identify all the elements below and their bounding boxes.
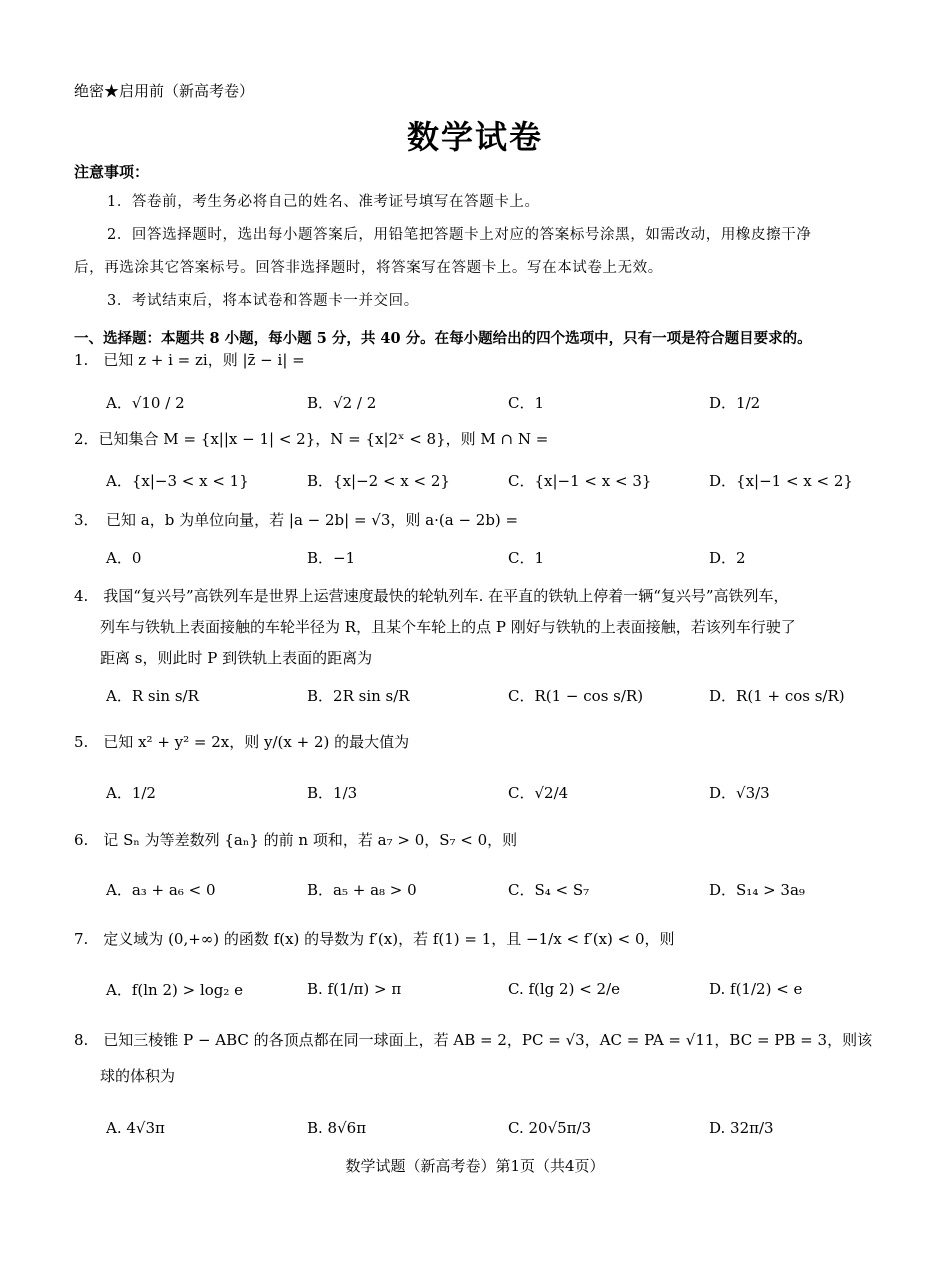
question-8-options	[106, 1108, 896, 1148]
question-1-stem: 1. 已知 z + i = zi，则 |z̄ − i| =	[74, 351, 305, 369]
question-3-options	[106, 537, 896, 577]
question-6-stem: 6. 记 Sₙ 为等差数列 {aₙ} 的前 n 项和，若 a₇ > 0，S₇ < 0，则	[74, 831, 518, 849]
option-a: A．√10 / 2	[106, 393, 185, 412]
option-c: C．1	[508, 393, 545, 412]
notice-item-1: 1．答卷前，考生务必将自己的姓名、准考证号填写在答题卡上。	[107, 194, 540, 210]
option-c: C．1	[508, 548, 545, 567]
question-4-stem-line-1: 4. 我国“复兴号”高铁列车是世界上运营速度最快的轮轨列车. 在平直的铁轨上停着一辆“复兴号”高铁列车，	[74, 587, 789, 605]
option-d: D．√3/3	[709, 783, 770, 802]
question-4-options	[106, 675, 896, 715]
option-d: D．{x|−1 < x < 2}	[709, 471, 853, 490]
question-3-stem: 3． 已知 a，b 为单位向量，若 |a − 2b| = √3，则 a·(a − 2b) =	[74, 511, 519, 529]
option-c: C. f(lg 2) < 2/e	[508, 980, 621, 998]
option-c: C．√2/4	[508, 783, 569, 802]
notice-item-2b: 后，再选涂其它答案标号。回答非选择题时，将答案写在答题卡上。写在本试卷上无效。	[74, 260, 663, 276]
question-7-stem: 7. 定义域为 (0,+∞) 的函数 f(x) 的导数为 f′(x)，若 f(1) = 1，且 −1/x < f′(x) < 0，则	[74, 930, 675, 948]
option-d: D. 32π/3	[709, 1119, 774, 1137]
question-1-options	[106, 382, 896, 422]
option-d: D．S₁₄ > 3a₉	[709, 880, 805, 899]
option-a: A．f(ln 2) > log₂ e	[106, 980, 244, 999]
option-b: B. 8√6π	[307, 1119, 367, 1137]
question-2-options	[106, 460, 896, 500]
option-d: D．1/2	[709, 393, 761, 412]
page-title: 数学试卷	[406, 118, 543, 156]
question-2-stem: 2．已知集合 M = {x||x − 1| < 2}，N = {x|2ˣ < 8}，则 M ∩ N =	[74, 430, 549, 448]
question-6-options	[106, 869, 896, 909]
question-4-stem-line-2: 列车与铁轨上表面接触的车轮半径为 R，且某个车轮上的点 P 刚好与铁轨的上表面接触，若该列车行驶了	[100, 618, 796, 636]
option-a: A．1/2	[106, 783, 156, 802]
option-c: C．{x|−1 < x < 3}	[508, 471, 652, 490]
option-d: D．R(1 + cos s/R)	[709, 686, 845, 705]
option-b: B．a₅ + a₈ > 0	[307, 880, 417, 899]
question-5-options	[106, 772, 896, 812]
option-b: B. f(1/π) > π	[307, 980, 402, 998]
question-5-stem: 5. 已知 x² + y² = 2x，则 y/(x + 2) 的最大值为	[74, 733, 410, 751]
option-a: A．R sin s/R	[106, 686, 199, 705]
question-8-stem-line-1: 8. 已知三棱锥 P − ABC 的各顶点都在同一球面上，若 AB = 2，PC = √3，AC = PA = √11，BC = PB = 3，则该	[74, 1031, 873, 1049]
option-c: C．S₄ < S₇	[508, 880, 590, 899]
question-8-stem-line-2: 球的体积为	[100, 1067, 176, 1085]
notice-item-3: 3．考试结束后，将本试卷和答题卡一并交回。	[107, 293, 419, 309]
option-b: B．2R sin s/R	[307, 686, 410, 705]
option-c: C．R(1 − cos s/R)	[508, 686, 644, 705]
option-b: B．{x|−2 < x < 2}	[307, 471, 450, 490]
option-b: B．1/3	[307, 783, 358, 802]
option-d: D. f(1/2) < e	[709, 980, 803, 998]
option-a: A．0	[106, 548, 142, 567]
confidential-label: 绝密★启用前（新高考卷）	[74, 82, 255, 100]
option-b: B．−1	[307, 548, 356, 567]
question-7-options	[106, 969, 896, 1009]
option-a: A．{x|−3 < x < 1}	[106, 471, 249, 490]
option-a: A. 4√3π	[106, 1119, 165, 1137]
page-footer: 数学试题（新高考卷）第1页（共4页）	[345, 1157, 605, 1175]
option-d: D．2	[709, 548, 746, 567]
notice-item-2a: 2．回答选择题时，选出每小题答案后，用铅笔把答题卡上对应的答案标号涂黑，如需改动，用橡皮擦干净	[107, 227, 812, 243]
notice-heading: 注意事项：	[74, 163, 150, 181]
option-c: C. 20√5π/3	[508, 1119, 592, 1137]
option-b: B．√2 / 2	[307, 393, 377, 412]
section-heading: 一、选择题：本题共 8 小题，每小题 5 分，共 40 分。在每小题给出的四个选项中，只有一项是符合题目要求的。	[74, 330, 812, 347]
question-4-stem-line-3: 距离 s，则此时 P 到铁轨上表面的距离为	[100, 649, 373, 667]
option-a: A．a₃ + a₆ < 0	[106, 880, 216, 899]
